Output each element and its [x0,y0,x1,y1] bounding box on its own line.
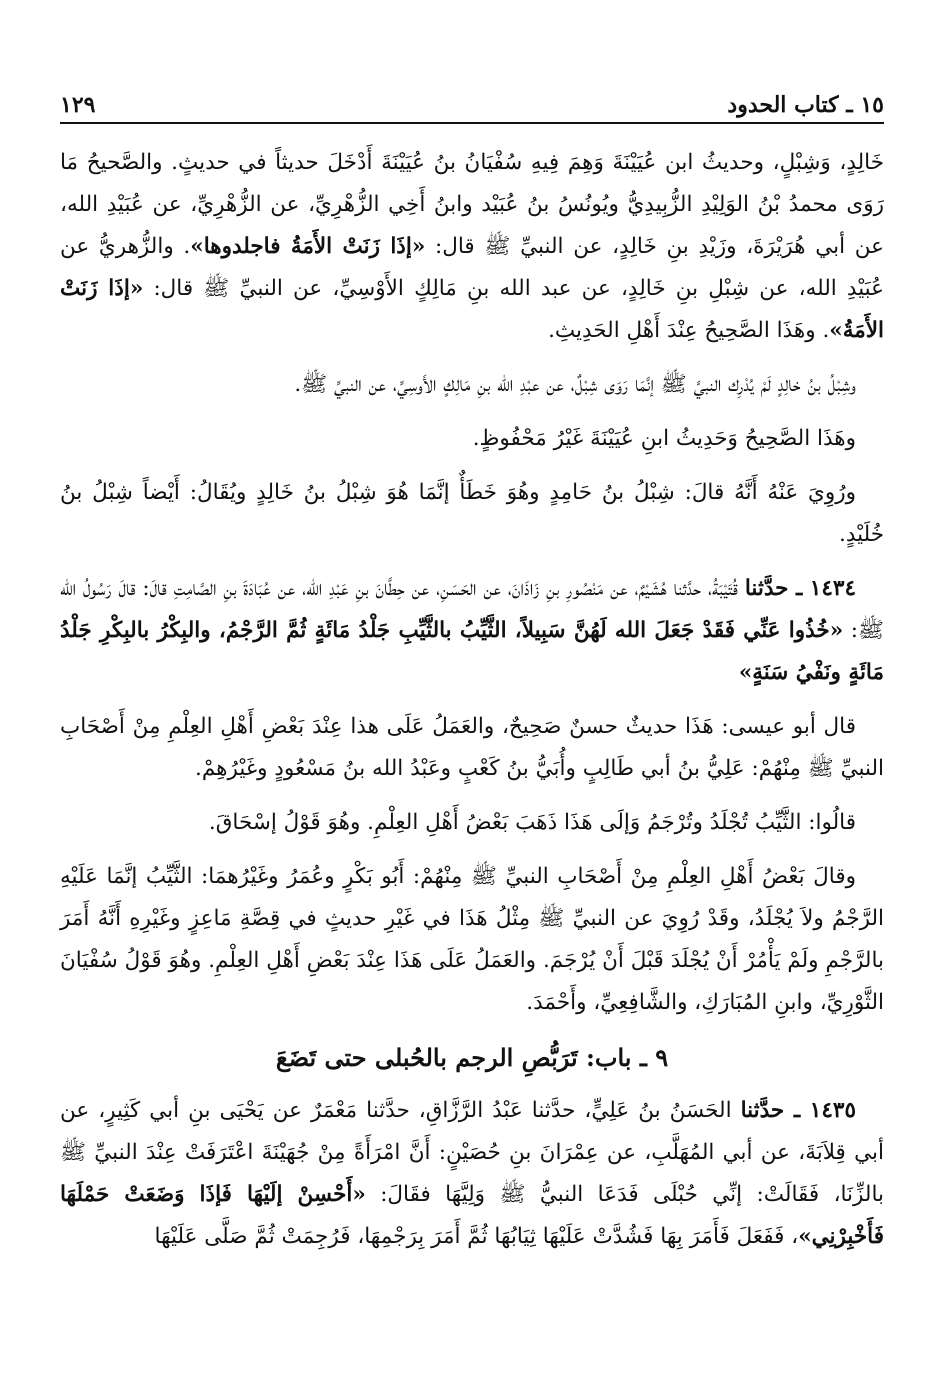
hadith-quote: «خُذُوا عَنِّي فَقَدْ جَعَلَ الله لَهُنَّ سَبِيلاً، الثَّيِّبُ بالثَّيِّبِ جَلْدُ مَائَةٍ ثُمَّ الرَّجْمُ، والبِكْرُ بالبِكْرِ جَلْدُ مَائَةٍ ونَفْيُ سَنَةٍ» [60,618,884,685]
hadith-quote: «أَحْسِنْ إلَيْهَا فَإذَا وَضَعَتْ حَمْلَهَا فَأَخْبِرْنِي» [60,1182,884,1249]
paragraph-7: قالُوا: الثَّيِّبُ تُجْلَدُ وتُرْجَمُ وَإلَى هَذَا ذَهَبَ بَعْضُ أَهْلِ العِلْمِ. وهُوَ قَوْلُ إسْحَاقَ. [208,810,856,835]
chapter-title: ١٥ ـ كتاب الحدود [727,92,884,118]
running-header [60,84,884,124]
paragraph-6: قال أبو عيسى: هَذَا حديثٌ حسنٌ صَحِيحٌ، والعَمَلُ عَلَى هذا عِنْدَ بَعْضِ أَهْلِ العِلْمِ مِنْ أَصْحَابِ النبيِّ ﷺ مِنْهُمْ: عَلِيُّ بنُ أبي طَالِبٍ وأُبَيُّ بنُ كَعْبٍ وعَبْدُ الله بنُ مَسْعُودٍ وغَيْرُهِمْ. [60,714,884,781]
page-body [60,142,884,1258]
paragraph-text: قُتَيْبَةُ، حدَّثنا هُشَيْمٌ، عن مَنْصُورِ بنِ زَاذَانَ، عن الحَسَنِ، عن حِطَّانَ بنِ عَبْدِ الله، عن عُبَادَةَ بنِ الصَّامِتِ قالَ: قالَ رَسُولُ الله ﷺ: [60,576,884,643]
hadith-quote: «إذَا زَنَتْ الأَمَةُ» [60,276,884,343]
paragraph-3: وهَذَا الصَّحِيحُ وَحَدِيثُ ابنِ عُيَيْنَةَ غَيْرُ مَحْفُوظٍ. [472,426,856,451]
paragraph-text: الحَسَنُ بنُ عَلِيٍّ، حدَّثنا عَبْدُ الرَّزَّاقِ، حدَّثنا مَعْمَرٌ عن يَحْيَى بنِ أبي كَثِيرٍ، عن أبي قِلاَبَةَ، عن أبي المُهَلَّبِ، عن عِمْرَانَ بنِ حُصَيْنٍ: أَنَّ امْرَأَةً مِنْ جُهَيْنَةَ اعْتَرَفَتْ عِنْدَ النبيِّ ﷺ بالزِّنَا، فَقَالَتْ: إنِّي حُبْلَى فَدَعَا النبيُّ ﷺ وَلِيَّهَا فقَالَ: [60,1098,884,1207]
hadith-quote: «إذَا زَنَتْ الأَمَةُ فاجلدوها» [190,234,426,259]
paragraph-text: . وهَذَا الصَّحِيحُ عِنْدَ أَهْلِ الحَدِيثِ. [548,318,830,343]
paragraph-8: وقالَ بَعْضُ أَهْلِ العِلْمِ مِنْ أَصْحَابِ النبيِّ ﷺ مِنْهُمْ: أَبُو بَكْرٍ وعُمَرُ وغَيْرُهمَا: الثَّيِّبُ إنَّمَا عَلَيْهِ الرَّجْمُ ولاَ يُجْلَدُ، وقَدْ رُوِيَ عن النبيِّ ﷺ مِثْلُ هَذَا في غَيْرِ حديثٍ في قِصَّةِ مَاعِزٍ وغَيْرِهِ أَنَّهُ أَمَرَ بالرَّجْمِ ولَمْ يَأْمُرْ أَنْ يُجْلَدَ قَبْلَ أَنْ يُرْجَمَ. والعَمَلُ عَلَى هَذَا عِنْدَ بَعْضِ أَهْلِ العِلْمِ. وهُوَ قَوْلُ سُفْيَانَ الثَّوْرِيِّ، وابنِ المُبَارَكِ، والشَّافِعِيِّ، وأَحْمَدَ. [60,864,884,1015]
paragraph-text: . والزُّهريُّ عن عُبَيْدِ الله، عن شِبْلِ بنِ خَالِدٍ، عن عبد الله بنِ مَالِكٍ الأَوْسِيِّ، عن النبيِّ ﷺ قال: [60,234,884,301]
hadith-1434 [60,568,884,694]
hadith-number: ١٤٣٤ ـ حدَّثنا [744,576,856,601]
hadith-number: ١٤٣٥ ـ حدَّثنا [740,1098,856,1123]
paragraph-4: ورُوِيَ عَنْهُ أَنَّهُ قالَ: شِبْلُ بنُ حَامِدٍ وهُوَ خَطَأٌ إنَّمَا هُوَ شِبْلُ بنُ خَالِدٍ ويُقَالُ: أَيْضاً شِبْلُ بنُ خُلَيْدٍ. [60,480,884,547]
paragraph-text: ، فَفَعَلَ فَأَمَرَ بِهَا فَشُدَّتْ عَلَيْهَا ثِيَابُهَا ثُمَّ أَمَرَ بِرَجْمِهَا، فَرُجِمَتْ ثُمَّ صَلَّى عَلَيْهَا [154,1224,799,1249]
book-page [60,84,884,1374]
hadith-1435 [60,1090,884,1258]
paragraph-2: وشِبْلُ بنُ خالِدٍ لَمْ يُدْرِك النبيَّ ﷺ إنَّمَا رَوَى شِبْلٌ، عن عبْدِ الله بنِ مَالِكٍ الأَوسِيِّ، عن النبيِّ ﷺ. [294,372,856,397]
paragraph-1 [60,142,884,352]
page-number: ١٢٩ [60,92,96,118]
section-heading: ٩ ـ باب: تَرَبُّصِ الرجم بالحُبلى حتى تَضَعَ [275,1043,669,1072]
paragraph-text: خَالِدٍ، وَشِبْلٍ، وحديثُ ابن عُيَيْنَةَ وَهِمَ فِيهِ سُفْيَانُ بنُ عُيَيْنَةَ أَدْخَلَ حديثاً في حديثٍ. والصَّحيحُ مَا رَوَى محمدُ بْنُ الوَلِيْدِ الزُّبِيدِيُّ ويُونُسُ بنُ عُبَيْد وابنُ أَخِي الزُّهْرِيِّ، عن الزُّهْرِيِّ، عن عُبَيْدِ الله، عن أبي هُرَيْرَةَ، وزَيْدِ بنِ خَالِدٍ، عن النبيِّ ﷺ قال: [60,150,884,259]
